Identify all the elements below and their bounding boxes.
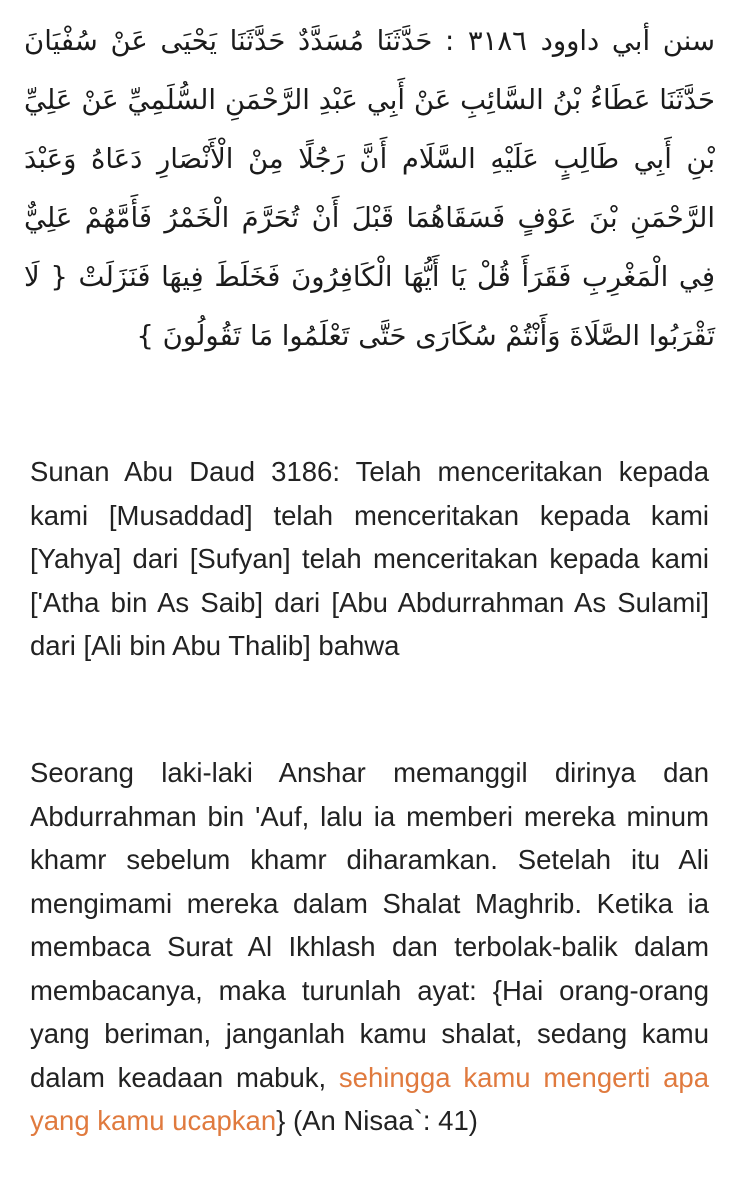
hadith-number-arabic: ٣١٨٦	[467, 25, 527, 57]
arabic-verse: { لَا تَقْرَبُوا الصَّلَاةَ وَأَنْتُمْ سُكَارَى حَتَّى تَعْلَمُوا مَا تَقُولُونَ }	[24, 261, 715, 352]
source-label: سنن أبي داوود	[540, 25, 715, 57]
hadith-arabic-block	[24, 12, 715, 366]
arabic-hadith-text: : حَدَّثَنَا مُسَدَّدٌ حَدَّثَنَا يَحْيَى عَنْ سُفْيَانَ حَدَّثَنَا عَطَاءُ بْنُ السَّائِبِ عَنْ أَبِي عَبْدِ الرَّحْمَنِ السُّلَمِيِّ عَنْ عَلِيِّ بْنِ أَبِي طَالِبٍ عَلَيْهِ السَّلَام أَنَّ رَجُلًا مِنْ الْأَنْصَارِ دَعَاهُ وَعَبْدَ الرَّحْمَنِ بْنَ عَوْفٍ فَسَقَاهُمَا قَبْلَ أَنْ تُحَرَّمَ الْخَمْرُ فَأَمَّهُمْ عَلِيٌّ فِي الْمَغْرِبِ فَقَرَأَ قُلْ يَا أَيُّهَا الْكَافِرُونَ فَخَلَطَ فِيهَا فَنَزَلَتْ	[24, 25, 715, 293]
translation-paragraph-2-text: Seorang laki-laki Anshar memanggil dirinya dan Abdurrahman bin 'Auf, lalu ia memberi mereka minum khamr sebelum khamr diharamkan. Setelah itu Ali mengimami mereka dalam Shalat Maghrib. Ketika ia membaca Surat Al Ikhlash dan terbolak-balik dalam membacanya, maka turunlah ayat: {Hai orang-orang yang beriman, janganlah kamu shalat, sedang kamu dalam keadaan mabuk,	[30, 757, 709, 1093]
translation-paragraph-2	[30, 751, 709, 1143]
highlighted-verse-link[interactable]: sehingga kamu mengerti apa yang kamu ucapkan	[30, 1061, 709, 1136]
translation-paragraph-1: Sunan Abu Daud 3186: Telah menceritakan kepada kami [Musaddad] telah menceritakan kepada kami [Yahya] dari [Sufyan] telah menceritakan kepada kami ['Atha bin As Saib] dari [Abu Abdurrahman As Sulami] dari [Ali bin Abu Thalib] bahwa	[30, 456, 709, 661]
verse-reference: } (An Nisaa`: 41)	[276, 1105, 478, 1136]
